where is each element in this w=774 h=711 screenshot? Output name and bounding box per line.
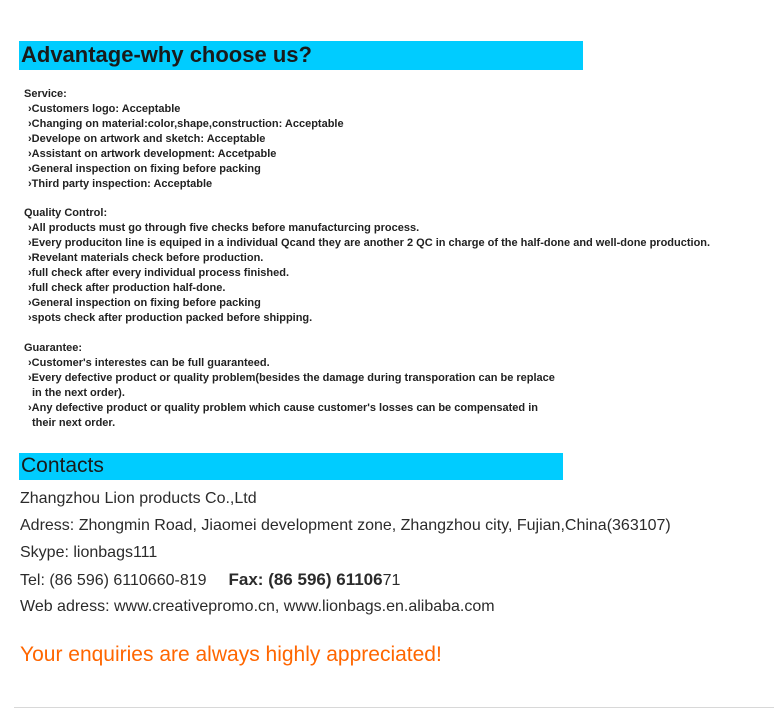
skype-line: Skype: lionbags111	[20, 544, 158, 561]
tel-fax-line	[20, 569, 671, 596]
contacts-banner	[19, 453, 563, 480]
advantage-banner	[19, 41, 583, 70]
guarantee-item: ›Every defective product or quality problem(besides the damage during transporation can be replace	[28, 372, 555, 384]
address-line: Adress: Zhongmin Road, Jiaomei development zone, Zhangzhou city, Fujian,China(363107)	[20, 517, 671, 534]
guarantee-item: ›Customer's interestes can be full guaranteed.	[28, 357, 270, 369]
quality-control-section	[24, 206, 710, 326]
guarantee-item: ›Any defective product or quality problem which cause customer's losses can be compensated in	[28, 402, 538, 414]
quality-item: ›Revelant materials check before production.	[28, 252, 264, 264]
company-name: Zhangzhou Lion products Co.,Ltd	[20, 490, 257, 507]
service-section	[24, 87, 344, 192]
quality-item: ›General inspection on fixing before packing	[28, 297, 261, 309]
guarantee-section	[24, 341, 555, 431]
guarantee-item-continued: in the next order).	[32, 387, 125, 399]
quality-item: ›All products must go through five checks before manufacturcing process.	[28, 222, 420, 234]
web-address-line: Web adress: www.creativepromo.cn, www.lionbags.en.alibaba.com	[20, 598, 495, 615]
guarantee-heading: Guarantee:	[24, 342, 83, 354]
tel-number: Tel: (86 596) 6110660-819	[20, 572, 207, 589]
service-heading: Service:	[24, 88, 67, 100]
bottom-divider	[14, 707, 774, 708]
contacts-title: Contacts	[21, 454, 104, 477]
quality-item: ›Every produciton line is equiped in a individual Qcand they are another 2 QC in charge of the half-done and well-done production.	[28, 237, 711, 249]
quality-item: ›full check after every individual process finished.	[28, 267, 290, 279]
quality-control-heading: Quality Control:	[24, 207, 108, 219]
closing-message: Your enquiries are always highly appreciated!	[20, 643, 442, 666]
service-item: ›Assistant on artwork development: Accetpable	[28, 148, 277, 160]
advantage-title: Advantage-why choose us?	[21, 42, 312, 67]
fax-number-suffix: 71	[382, 572, 401, 589]
quality-item: ›full check after production half-done.	[28, 282, 226, 294]
quality-item: ›spots check after production packed before shipping.	[28, 312, 313, 324]
service-item: ›Customers logo: Acceptable	[28, 103, 181, 115]
service-item: ›Changing on material:color,shape,construction: Acceptable	[28, 118, 344, 130]
service-item: ›Develope on artwork and sketch: Acceptable	[28, 133, 266, 145]
guarantee-item-continued: their next order.	[32, 417, 116, 429]
service-item: ›General inspection on fixing before packing	[28, 163, 261, 175]
service-item: ›Third party inspection: Acceptable	[28, 178, 213, 190]
fax-number: Fax: (86 596) 61106	[228, 570, 383, 589]
contact-details	[20, 488, 671, 623]
